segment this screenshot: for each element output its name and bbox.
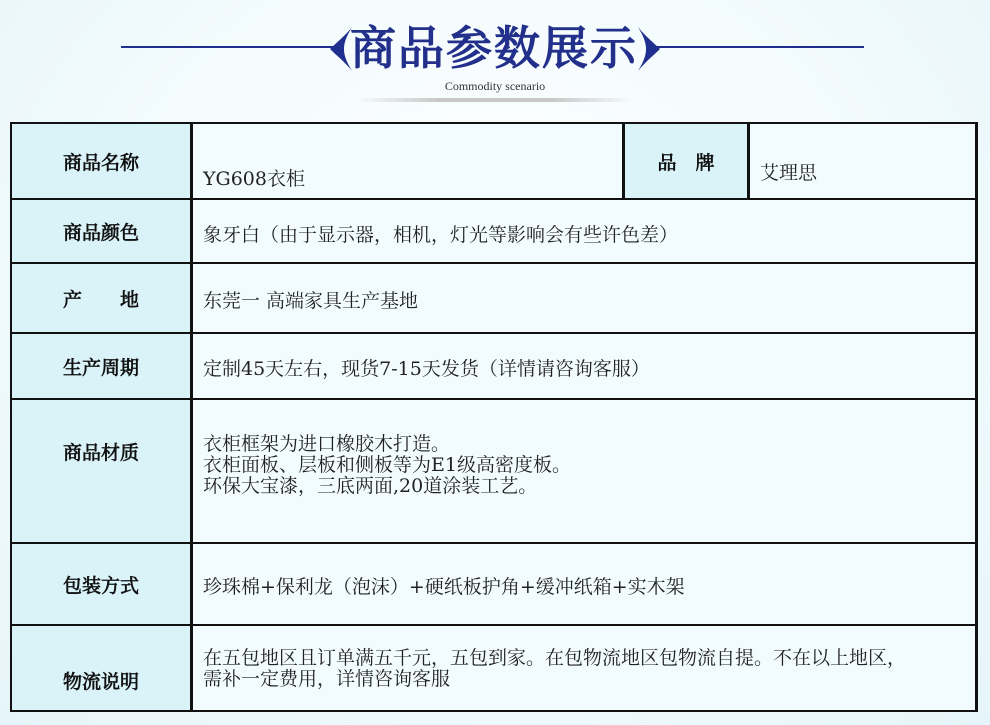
label-logistics: 物流说明 [10,624,193,712]
value-product-color-text: 象牙白（由于显示器，相机，灯光等影响会有些许色差） [203,224,679,246]
value-production-cycle-text: 定制45天左右，现货7-15天发货（详情请咨询客服） [203,358,650,380]
label-brand: 品 牌 [625,122,750,200]
value-brand-text: 艾理思 [760,162,818,184]
logistics-line: 需补一定费用，详情咨询客服 [203,668,451,690]
value-material [193,398,978,544]
value-logistics-lines [203,648,906,690]
value-material-lines [203,434,571,497]
page-subtitle: Commodity scenario [444,79,546,93]
ornament-right-icon [638,27,660,71]
section-header [0,0,990,110]
header-rule-left [121,46,336,48]
spec-row-cycle [10,332,978,400]
value-production-cycle [193,332,978,400]
value-origin [193,262,978,334]
spec-row-color [10,198,978,264]
material-line: 环保大宝漆，三底两面,20道涂装工艺。 [203,475,538,497]
page-title: 商品参数展示 [350,21,638,75]
value-packing-text: 珍珠棉+保利龙（泡沫）+硬纸板护角+缓冲纸箱+实木架 [203,576,685,598]
subtitle-underline [355,98,635,102]
spec-row-origin [10,262,978,334]
spec-row-material [10,398,978,544]
spec-row-packing [10,542,978,626]
label-product-name: 商品名称 [10,122,193,200]
label-material: 商品材质 [10,398,193,544]
value-product-color [193,198,978,264]
value-product-name [193,122,625,200]
value-logistics [193,624,978,712]
header-rule-right [654,46,864,48]
material-line: 衣柜框架为进口橡胶木打造。 [203,433,451,455]
value-brand [750,122,978,200]
value-origin-text: 东莞一 高端家具生产基地 [203,290,419,312]
value-packing [193,542,978,626]
value-product-name-text: YG608衣柜 [203,168,305,190]
label-production-cycle: 生产周期 [10,332,193,400]
spec-row-name [10,122,978,200]
material-line: 衣柜面板、层板和侧板等为E1级高密度板。 [203,454,571,476]
label-origin: 产 地 [10,262,193,334]
logistics-line: 在五包地区且订单满五千元，五包到家。在包物流地区包物流自提。不在以上地区， [203,647,907,669]
label-product-color: 商品颜色 [10,198,193,264]
spec-row-logistics [10,624,978,712]
label-packing: 包装方式 [10,542,193,626]
